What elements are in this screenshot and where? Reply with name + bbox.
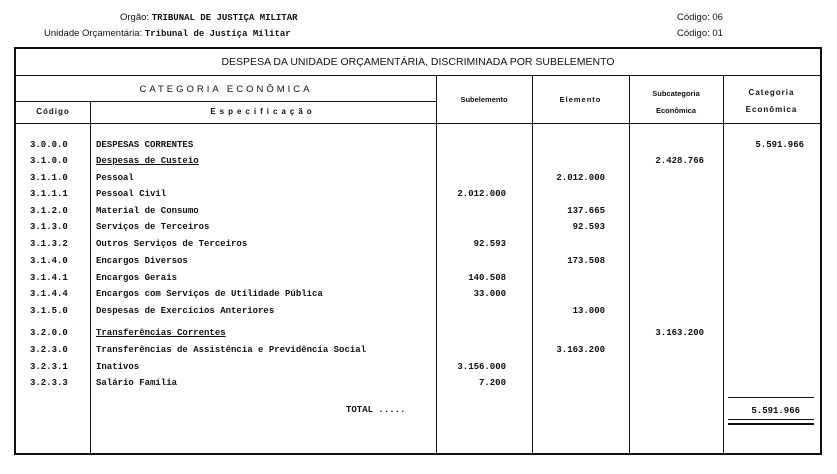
cell-code: 3.1.0.0: [30, 156, 68, 166]
cell-code: 3.2.0.0: [30, 328, 68, 338]
cell-spec: Transferências de Assistência e Previdência Social: [96, 345, 367, 355]
cell-spec: Encargos Gerais: [96, 273, 178, 283]
table-row: [16, 239, 820, 255]
categoria-header-line2: Econômica: [745, 105, 798, 114]
cell-sub: 33.000: [473, 289, 506, 299]
cell-code: 3.1.4.4: [30, 289, 68, 299]
cell-code: 3.1.4.1: [30, 273, 68, 283]
codigo-header: Código: [36, 107, 70, 116]
codigo-orgao-line: [677, 12, 723, 23]
cell-code: 3.1.3.0: [30, 222, 68, 232]
orgao-label: Orgão:: [120, 12, 150, 23]
cell-spec: Encargos com Serviços de Utilidade Pública: [96, 289, 323, 299]
cell-spec: Encargos Diversos: [96, 256, 188, 266]
cell-code: 3.2.3.1: [30, 362, 68, 372]
header-mid-line: [16, 101, 436, 102]
table-row: [16, 140, 820, 156]
subcategoria-header: [629, 85, 723, 119]
table-row: [16, 273, 820, 289]
especificacao-header: Especificação: [210, 107, 316, 116]
cell-cat: 5.591.966: [755, 140, 804, 150]
cell-code: 3.1.4.0: [30, 256, 68, 266]
table-row: [16, 306, 820, 322]
total-double-underline: [728, 419, 814, 425]
cell-ele: 137.665: [567, 206, 605, 216]
cell-code: 3.1.1.1: [30, 189, 68, 199]
cell-spec: Material de Consumo: [96, 206, 199, 216]
cell-code: 3.0.0.0: [30, 140, 68, 150]
table-row: [16, 222, 820, 238]
elemento-header: Elemento: [559, 95, 602, 104]
table-row: [16, 362, 820, 378]
cell-sub: 7.200: [478, 378, 506, 388]
orgao-line: [120, 12, 298, 23]
table-row: [16, 189, 820, 205]
cell-subcat: 3.163.200: [655, 328, 704, 338]
unidade-line: [44, 28, 291, 39]
table-row: [16, 378, 820, 394]
cell-sub: 92.593: [473, 239, 506, 249]
cell-ele: 173.508: [567, 256, 605, 266]
cell-sub: 2.012.000: [457, 189, 506, 199]
cell-code: 3.2.3.3: [30, 378, 68, 388]
cell-spec: DESPESAS CORRENTES: [96, 140, 194, 150]
table-row: [16, 289, 820, 305]
codigo-unidade-value: 01: [712, 28, 723, 39]
cell-spec: Despesas de Custeio: [96, 156, 199, 166]
cell-spec: Pessoal: [96, 173, 134, 183]
table-row: [16, 256, 820, 272]
cell-spec: Transferências Correntes: [96, 328, 226, 338]
cell-ele: 13.000: [572, 306, 605, 316]
table-row: [16, 328, 820, 344]
cell-code: 3.1.2.0: [30, 206, 68, 216]
cell-code: 3.1.3.2: [30, 239, 68, 249]
categoria-header-line1: Categoria: [748, 88, 795, 97]
cell-spec: Outros Serviços de Terceiros: [96, 239, 248, 249]
categoria-header: [723, 84, 820, 118]
codigo-unidade-line: [677, 28, 723, 39]
cell-ele: 3.163.200: [556, 345, 605, 355]
total-label: TOTAL .....: [346, 405, 406, 415]
unidade-label: Unidade Orçamentária:: [44, 28, 143, 39]
total-top-line: [728, 397, 814, 398]
cell-ele: 92.593: [572, 222, 605, 232]
table-row: [16, 173, 820, 189]
cell-code: 3.2.3.0: [30, 345, 68, 355]
codigo-orgao-value: 06: [712, 12, 723, 23]
table-title: DESPESA DA UNIDADE ORÇAMENTÁRIA, DISCRIMINADA POR SUBELEMENTO: [16, 49, 820, 76]
cell-spec: Inativos: [96, 362, 140, 372]
cell-spec: Serviços de Terceiros: [96, 222, 210, 232]
cell-sub: 140.508: [468, 273, 506, 283]
cell-subcat: 2.428.766: [655, 156, 704, 166]
categoria-economica-header: CATEGORIA ECONÔMICA: [139, 84, 313, 95]
cell-sub: 3.156.000: [457, 362, 506, 372]
table-row: [16, 345, 820, 361]
table-row: [16, 156, 820, 172]
table-row: [16, 206, 820, 222]
cell-spec: Despesas de Exercícios Anteriores: [96, 306, 275, 316]
subcategoria-header-line2: Econômica: [655, 106, 696, 115]
header-bottom-line: [16, 123, 820, 124]
unidade-value: Tribunal de Justiça Militar: [144, 29, 291, 39]
cell-spec: Pessoal Civil: [96, 189, 167, 199]
codigo-unidade-label: Código:: [677, 28, 710, 39]
expense-table: [14, 47, 822, 455]
cell-spec: Salário Família: [96, 378, 178, 388]
subcategoria-header-line1: Subcategoria: [652, 89, 700, 98]
total-value: 5.591.966: [751, 406, 800, 416]
cell-code: 3.1.5.0: [30, 306, 68, 316]
codigo-orgao-label: Código:: [677, 12, 710, 23]
cell-code: 3.1.1.0: [30, 173, 68, 183]
subelemento-header: Subelemento: [460, 95, 508, 104]
orgao-value: TRIBUNAL DE JUSTIÇA MILITAR: [151, 13, 298, 23]
cell-ele: 2.012.000: [556, 173, 605, 183]
